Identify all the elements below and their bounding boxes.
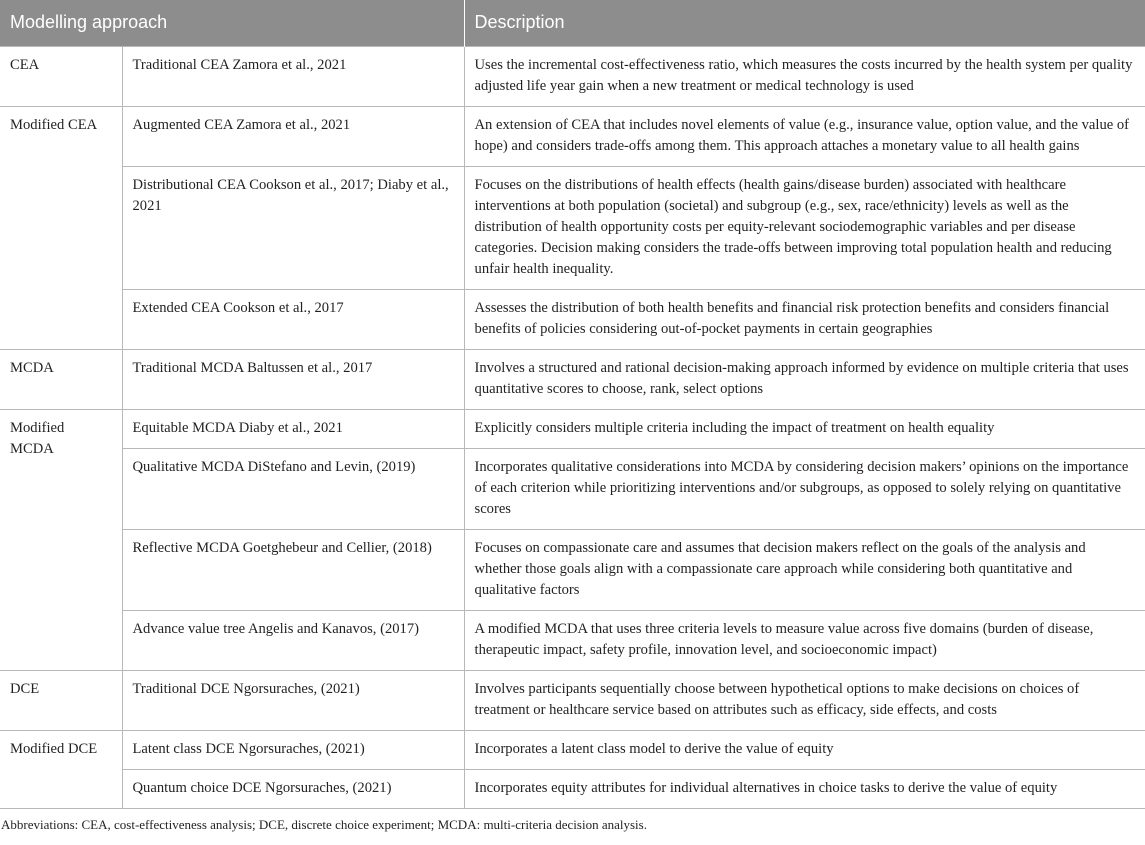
method-cell: Distributional CEA Cookson et al., 2017; Diaby et al., 2021 <box>122 166 464 289</box>
table-row <box>0 289 1145 349</box>
group-label: MCDA <box>0 349 122 409</box>
method-cell: Quantum choice DCE Ngorsuraches, (2021) <box>122 769 464 808</box>
description-cell: An extension of CEA that includes novel elements of value (e.g., insurance value, option value, and the value of hope) and considers trade-offs among them. This approach attaches a monetary value to all health gains <box>464 106 1145 166</box>
method-cell: Advance value tree Angelis and Kanavos, (2017) <box>122 610 464 670</box>
group-label: DCE <box>0 670 122 730</box>
table-row <box>0 106 1145 166</box>
description-cell: Assesses the distribution of both health benefits and financial risk protection benefits and considers financial benefits of policies considering out-of-pocket payments in certain geographies <box>464 289 1145 349</box>
description-cell: A modified MCDA that uses three criteria levels to measure value across five domains (burden of disease, therapeutic impact, safety profile, innovation level, and socioeconomic impact) <box>464 610 1145 670</box>
table-row <box>0 610 1145 670</box>
description-cell: Explicitly considers multiple criteria including the impact of treatment on health equality <box>464 409 1145 448</box>
description-cell: Involves a structured and rational decision-making approach informed by evidence on multiple criteria that uses quantitative scores to choose, rank, select options <box>464 349 1145 409</box>
description-cell: Involves participants sequentially choose between hypothetical options to make decisions on choices of treatment or healthcare service based on attributes such as efficacy, side effects, and costs <box>464 670 1145 730</box>
table-row <box>0 670 1145 730</box>
method-cell: Reflective MCDA Goetghebeur and Cellier, (2018) <box>122 529 464 610</box>
group-label: Modified DCE <box>0 730 122 808</box>
method-cell: Traditional DCE Ngorsuraches, (2021) <box>122 670 464 730</box>
table-row <box>0 529 1145 610</box>
method-cell: Traditional CEA Zamora et al., 2021 <box>122 46 464 106</box>
method-cell: Qualitative MCDA DiStefano and Levin, (2019) <box>122 448 464 529</box>
table-row <box>0 730 1145 769</box>
header-modelling-approach: Modelling approach <box>0 0 464 46</box>
table-footnote: Abbreviations: CEA, cost-effectiveness analysis; DCE, discrete choice experiment; MCDA: multi-criteria decision analysis. <box>1 816 647 832</box>
header-description: Description <box>464 0 1145 46</box>
table-header-row <box>0 0 1145 46</box>
table-row <box>0 349 1145 409</box>
group-label: Modified MCDA <box>0 409 122 670</box>
table-row <box>0 448 1145 529</box>
description-cell: Incorporates qualitative considerations into MCDA by considering decision makers’ opinions on the importance of each criterion while prioritizing interventions and/or subgroups, as opposed to solely relying on quantitative scores <box>464 448 1145 529</box>
method-cell: Equitable MCDA Diaby et al., 2021 <box>122 409 464 448</box>
description-cell: Focuses on the distributions of health effects (health gains/disease burden) associated with healthcare interventions at both population (societal) and subgroup (e.g., sex, race/ethnicity) levels as well as the distribution of health opportunity costs per equity-relevant sociodemographic variables and per disease categories. Decision making considers the trade-offs between improving total population health and reducing unfair health inequality. <box>464 166 1145 289</box>
method-cell: Traditional MCDA Baltussen et al., 2017 <box>122 349 464 409</box>
table-row <box>0 769 1145 808</box>
table-row <box>0 166 1145 289</box>
description-cell: Uses the incremental cost-effectiveness ratio, which measures the costs incurred by the health system per quality adjusted life year gain when a new treatment or medical technology is used <box>464 46 1145 106</box>
method-cell: Latent class DCE Ngorsuraches, (2021) <box>122 730 464 769</box>
description-cell: Incorporates equity attributes for individual alternatives in choice tasks to derive the value of equity <box>464 769 1145 808</box>
group-label: CEA <box>0 46 122 106</box>
table-row <box>0 409 1145 448</box>
description-cell: Focuses on compassionate care and assumes that decision makers reflect on the goals of the analysis and whether those goals align with a compassionate care approach while considering both quantitative and qualitative factors <box>464 529 1145 610</box>
table-row <box>0 46 1145 106</box>
group-label: Modified CEA <box>0 106 122 349</box>
method-cell: Extended CEA Cookson et al., 2017 <box>122 289 464 349</box>
description-cell: Incorporates a latent class model to derive the value of equity <box>464 730 1145 769</box>
method-cell: Augmented CEA Zamora et al., 2021 <box>122 106 464 166</box>
